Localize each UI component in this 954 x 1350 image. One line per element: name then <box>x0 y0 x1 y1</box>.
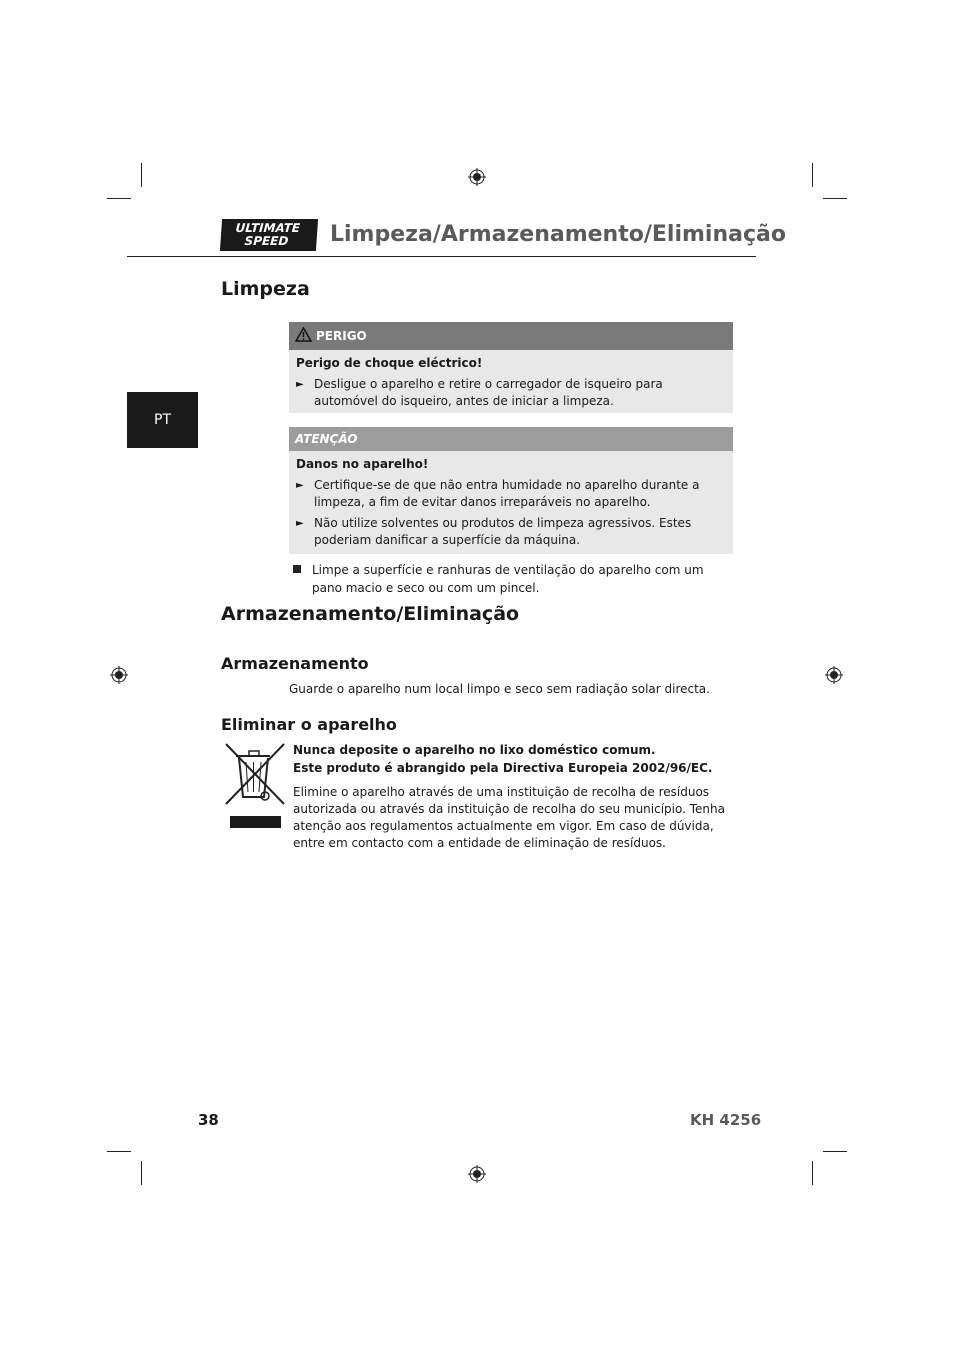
section-heading-storage-disposal: Armazenamento/Eliminação <box>221 603 520 625</box>
registration-mark-icon <box>110 666 128 684</box>
subheading-disposal: Eliminar o aparelho <box>221 715 397 734</box>
danger-header <box>289 322 733 350</box>
crop-mark <box>812 1161 813 1185</box>
crop-mark <box>107 1151 131 1152</box>
brand-line-2: SPEED <box>244 234 289 248</box>
page-number: 38 <box>198 1111 219 1129</box>
crop-mark <box>141 163 142 187</box>
cleaning-step <box>293 561 733 597</box>
header-rule <box>127 256 756 257</box>
cleaning-step-text: Limpe a superfície e ranhuras de ventilação do aparelho com um pano macio e seco ou com um pincel. <box>312 563 704 595</box>
list-item <box>296 477 725 511</box>
caution-item-text: Não utilize solventes ou produtos de limpeza agressivos. Estes poderiam danificar a superfície da máquina. <box>314 516 692 547</box>
crop-mark <box>141 1161 142 1185</box>
disposal-warning-1: Nunca deposite o aparelho no lixo doméstico comum. <box>293 743 656 757</box>
page-title: Limpeza/Armazenamento/Eliminação <box>330 222 786 247</box>
registration-mark-icon <box>468 168 486 186</box>
square-bullet-icon <box>293 565 301 573</box>
danger-label: PERIGO <box>316 329 367 343</box>
arrow-bullet-icon: ► <box>296 518 304 529</box>
registration-mark-icon <box>468 1165 486 1183</box>
danger-subtitle: Perigo de choque eléctrico! <box>296 356 483 370</box>
crop-mark <box>823 1151 847 1152</box>
arrow-bullet-icon: ► <box>296 480 304 491</box>
disposal-text: Elimine o aparelho através de uma instituição de recolha de resíduos autorizada ou através da instituição de recolha do seu município. Tenha atenção aos regulamentos actualmente em vigor. Em caso de dúvida, entre em contacto com a entidade de eliminação de resíduos. <box>293 785 725 850</box>
brand-line-1: ULTIMATE <box>235 221 301 235</box>
caution-header <box>289 427 733 451</box>
list-item <box>296 515 725 549</box>
crossed-out-bin-icon <box>224 742 286 832</box>
model-number: KH 4256 <box>690 1111 762 1129</box>
caution-subtitle: Danos no aparelho! <box>296 457 429 471</box>
arrow-bullet-icon: ► <box>296 379 304 390</box>
disposal-warning-2: Este produto é abrangido pela Directiva Europeia 2002/96/EC. <box>293 761 713 775</box>
list-item <box>296 376 725 410</box>
caution-item-text: Certifique-se de que não entra humidade no aparelho durante a limpeza, a fim de evitar danos irreparáveis no aparelho. <box>314 478 700 509</box>
warning-triangle-icon <box>295 327 312 342</box>
crop-mark <box>823 198 847 199</box>
crop-mark <box>107 198 131 199</box>
crop-mark <box>812 163 813 187</box>
caution-label: ATENÇÃO <box>295 432 358 446</box>
caution-box <box>289 427 733 554</box>
subheading-storage: Armazenamento <box>221 654 369 673</box>
danger-item-text: Desligue o aparelho e retire o carregador de isqueiro para automóvel do isqueiro, antes de iniciar a limpeza. <box>314 377 663 408</box>
danger-box <box>289 322 733 413</box>
section-heading-limpeza: Limpeza <box>221 278 310 300</box>
storage-text: Guarde o aparelho num local limpo e seco sem radiação solar directa. <box>289 682 710 696</box>
brand-logo <box>220 219 318 251</box>
language-tab: PT <box>127 392 198 448</box>
registration-mark-icon <box>825 666 843 684</box>
